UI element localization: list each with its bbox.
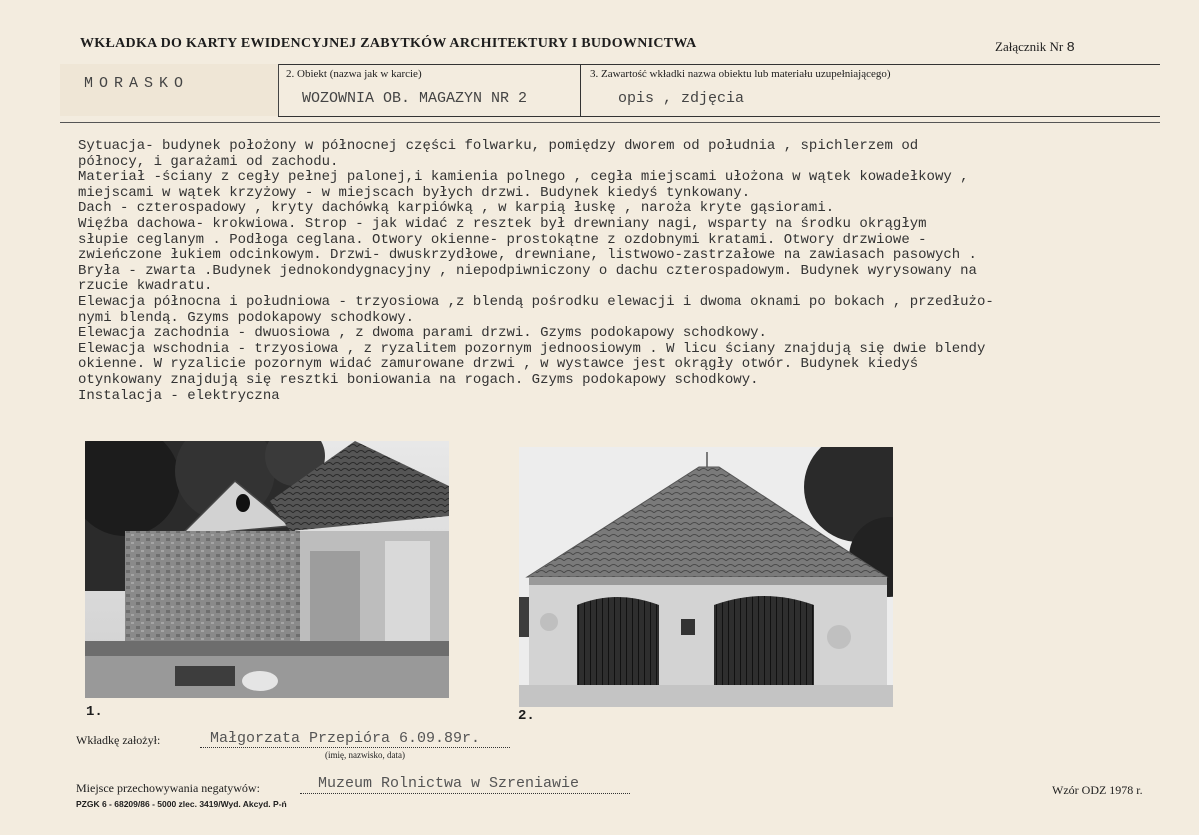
- field-bottom-rule: [278, 116, 1160, 117]
- photo-2: [519, 447, 893, 707]
- description-line: rzucie kwadratu.: [78, 278, 213, 295]
- description-line: Dach - czterospadowy , kryty dachówką karpiówką , w karpią łuskę , naroża kryte gąsiorami.: [78, 200, 835, 217]
- description-line: Bryła - zwarta .Budynek jednokondygnacyjny , niepodpiwniczony o dachu czterospadowym. Budynek wyrysowany na: [78, 262, 977, 279]
- content-value: opis , zdjęcia: [618, 90, 745, 107]
- object-value: WOZOWNIA OB. MAGAZYN NR 2: [302, 90, 528, 107]
- annex-label: Załącznik Nr: [995, 39, 1064, 54]
- description-line: Elewacja wschodnia - trzyosiowa , z ryzalitem pozornym jednoosiowym . W licu ściany znajdują się dwie blendy: [78, 340, 986, 357]
- photo-2-image: [519, 447, 893, 707]
- content-label: 3. Zawartość wkładki nazwa obiektu lub materiału uzupełniającego): [590, 68, 891, 80]
- description-line: zwieńczone łukiem odcinkowym. Drzwi- dwuskrzydłowe, drewniane, listwowo-zastrzałowe na zawiasach pasowych .: [78, 247, 977, 264]
- description-line: nymi blendą. Gzyms podokapowy schodkowy.: [78, 309, 415, 326]
- description-line: otynkowany znajdują się resztki boniowania na rogach. Gzyms podokapowy schodkowy.: [78, 371, 759, 388]
- field-divider: [580, 64, 581, 116]
- description-line: okienne. W ryzalicie pozornym widać zamurowane drzwi , w wystawce jest okrągły otwór. Budynek kiedyś: [78, 356, 919, 373]
- annex-number-value: 8: [1066, 40, 1075, 56]
- author-note: (imię, nazwisko, data): [325, 750, 405, 760]
- description-line: słupie ceglanym . Podłoga ceglana. Otwory okienne- prostokątne z ozdobnymi kratami. Otwory drzwiowe -: [78, 231, 927, 248]
- description-line: miejscami w wątek krzyżowy - w miejscach byłych drzwi. Budynek kiedyś tynkowany.: [78, 184, 751, 201]
- print-info: PZGK 6 - 68209/86 - 5000 zlec. 3419/Wyd. Akcyd. P-ń: [76, 799, 287, 809]
- author-label: Wkładkę założył:: [76, 733, 161, 747]
- description-line: Sytuacja- budynek położony w północnej części folwarku, pomiędzy dworem od południa , spichlerzem od: [78, 138, 919, 154]
- form-model: Wzór ODZ 1978 r.: [1052, 783, 1143, 797]
- photo-1-caption: 1.: [86, 704, 103, 720]
- description-block: [78, 139, 1188, 404]
- description-line: Instalacja - elektryczna: [78, 387, 280, 404]
- photo-1-image: [85, 441, 449, 698]
- document-title: WKŁADKA DO KARTY EWIDENCYJNEJ ZABYTKÓW ARCHITEKTURY I BUDOWNICTWA: [80, 36, 697, 51]
- object-label: 2. Obiekt (nazwa jak w karcie): [286, 68, 422, 80]
- description-line: Elewacja północna i południowa - trzyosiowa ,z blendą pośrodku elewacji i dwoma oknami po bokach , przedłużo-: [78, 293, 994, 310]
- description-line: Elewacja zachodnia - dwuosiowa , z dwoma parami drzwi. Gzyms podokapowy schodkowy.: [78, 325, 767, 342]
- storage-underline: [300, 793, 630, 794]
- description-line: północy, i garażami od zachodu.: [78, 153, 339, 170]
- place-value: MORASKO: [84, 75, 190, 92]
- author-underline: [200, 747, 510, 748]
- annex-number: [995, 39, 1075, 56]
- author-value: Małgorzata Przepióra 6.09.89r.: [210, 730, 481, 747]
- field-bottom-rule-2: [60, 122, 1160, 123]
- description-line: Materiał -ściany z cegły pełnej palonej,i kamienia polnego , cegła miejscami ułożona w wątek kowadełkowy ,: [78, 169, 969, 186]
- storage-label: Miejsce przechowywania negatywów:: [76, 781, 260, 795]
- description-line: Więźba dachowa- krokwiowa. Strop - jak widać z resztek był drewniany nagi, wsparty na środku okrągłym: [78, 215, 927, 232]
- storage-value: Muzeum Rolnictwa w Szreniawie: [318, 775, 580, 792]
- photo-2-caption: 2.: [518, 708, 535, 724]
- photo-1: [85, 441, 449, 698]
